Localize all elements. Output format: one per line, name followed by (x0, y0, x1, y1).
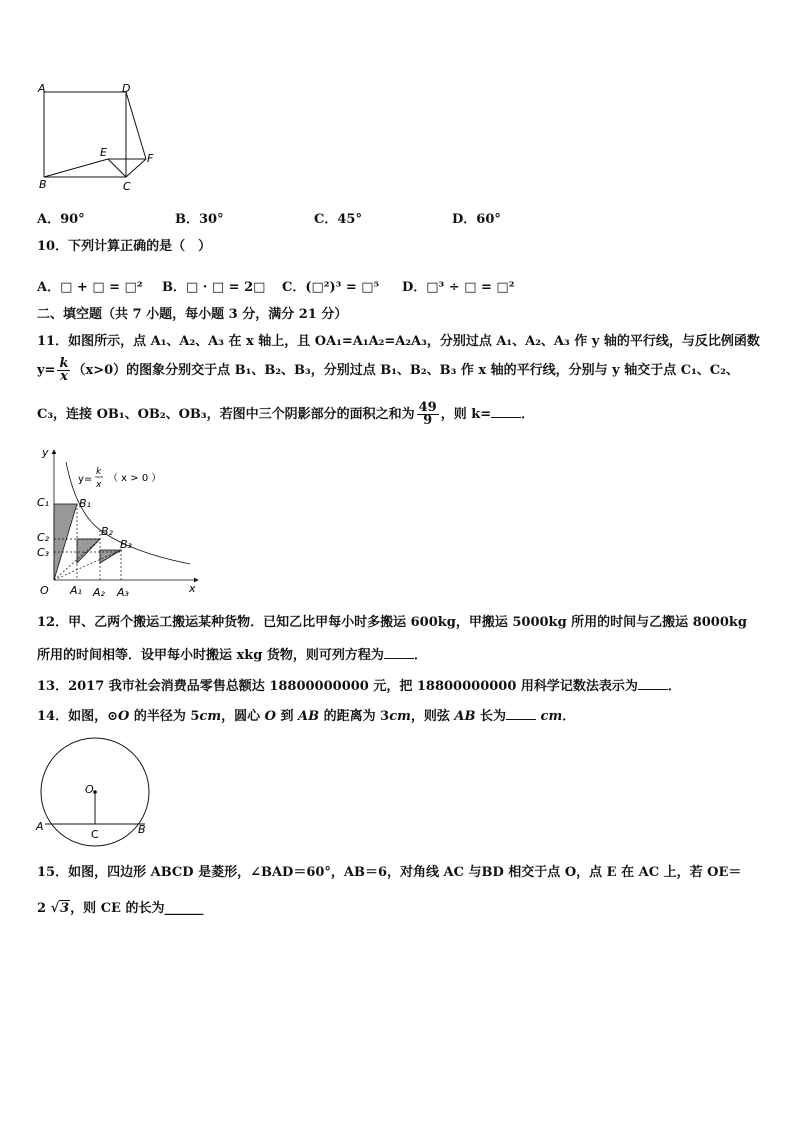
q14-label-b: B (138, 823, 146, 836)
q14-text-3: ，圆心 (221, 709, 265, 724)
q11-func-x: x (96, 480, 102, 490)
q11-answer-blank[interactable] (491, 405, 521, 418)
q13-end: ． (667, 679, 681, 694)
q13-text: 13．2017 我市社会消费品零售总额达 18800000000 元，把 18800000000 用科学记数法表示为 (37, 679, 638, 694)
q12-line2-text: 所用的时间相等．设甲每小时搬运 xkg 货物，则可列方程为 (37, 648, 384, 663)
q12-line2 (37, 646, 427, 665)
q11-k-eq: ，则 k= (440, 407, 492, 422)
q14-center-point (93, 790, 97, 794)
q14-ab-2: AB (454, 709, 476, 724)
q9-option-c[interactable]: C．45° (314, 212, 362, 227)
q15-answer-blank[interactable]: ______ (164, 901, 204, 916)
q11-area-num: 49 (418, 400, 437, 415)
q10-option-d[interactable]: D．□³ ÷ □ = □² (402, 280, 515, 295)
q11-axis-x: x (189, 582, 196, 595)
q14-text-5: 的距离为 3 (319, 709, 390, 724)
q14-line (37, 707, 575, 726)
q11-area-den: 9 (423, 413, 433, 428)
q11-shaded-2 (77, 539, 100, 563)
q12-end: ． (413, 648, 427, 663)
q11-line1: 11．如图所示，点 A₁、A₂、A₃ 在 x 轴上，且 OA₁=A₁A₂=A₂A₃，分别过点 A₁、A₂、A₃ 作 y 轴的平行线，与反比例函数 (37, 334, 760, 349)
q11-line2 (37, 358, 739, 384)
q14-label-o: O (85, 783, 94, 796)
q12-answer-blank[interactable] (384, 646, 414, 659)
q14-text-2: 的半径为 5 (129, 709, 200, 724)
q14-text-4: 到 (275, 709, 299, 724)
q9-label-f: F (147, 152, 154, 165)
q14-label-c: C (91, 828, 99, 841)
q15-radicand: 3 (60, 901, 70, 916)
q11-label-c1: C₁ (37, 496, 50, 509)
q13-line (37, 677, 681, 696)
q15-line2-text: ，则 CE 的长为 (70, 901, 165, 916)
q14-end: ． (562, 709, 576, 724)
q13-answer-blank[interactable] (638, 677, 668, 690)
q11-label-b2: B₂ (101, 525, 113, 538)
q14-cm-1: cm (199, 709, 222, 724)
q11-label-a1: A₁ (70, 584, 82, 597)
q14-cm-3: cm (540, 709, 563, 724)
q11-label-o: O (40, 584, 49, 597)
q11-shaded-1 (54, 504, 77, 580)
q11-k: k (59, 356, 69, 371)
q11-label-b1: B₁ (79, 497, 91, 510)
q9-label-e: E (100, 146, 107, 159)
q11-y-eq: y= (37, 363, 56, 378)
q9-label-a: A (38, 82, 46, 95)
q9-option-d[interactable]: D．60° (452, 212, 501, 227)
q11-axis-y: y (42, 446, 49, 459)
q14-figure (33, 737, 153, 849)
q10-stem: 10．下列计算正确的是（ ） (37, 239, 212, 254)
q11-line2-text: （x>0）的图象分别交于点 B₁、B₂、B₃，分别过点 B₁、B₂、B₃ 作 x 轴的平行线，分别与 y 轴交于点 C₁、C₂、 (72, 363, 739, 378)
q12-line1: 12．甲、乙两个搬运工搬运某种货物．已知乙比甲每小时多搬运 600kg，甲搬运 5000kg 所用的时间与乙搬运 8000kg (37, 615, 747, 630)
q11-func-cond: （ x > 0 ） (108, 473, 162, 484)
q15-coef: 2 (37, 901, 47, 916)
q15-line1: 15．如图，四边形 ABCD 是菱形，∠BAD＝60°，AB＝6，对角线 AC 与BD 相交于点 O，点 E 在 AC 上，若 OE＝ (37, 865, 742, 880)
q10-option-c[interactable]: C．(□²)³ = □⁵ (282, 280, 380, 295)
q11-line3-text: C₃，连接 OB₁、OB₂、OB₃，若图中三个阴影部分的面积之和为 (37, 407, 415, 422)
q11-label-c3: C₃ (37, 546, 50, 559)
q11-label-a3: A₃ (117, 586, 129, 599)
q11-end: ． (521, 407, 535, 422)
q11-func-label: y= (78, 474, 93, 485)
q11-line3 (37, 400, 534, 430)
q10-option-a[interactable]: A．□ + □ = □² (37, 280, 143, 295)
q11-label-c2: C₂ (37, 531, 50, 544)
q15-line2: 2 √3，则 CE 的长为______ (37, 901, 204, 916)
q14-answer-blank[interactable] (506, 707, 536, 720)
section-title: 二、填空题（共 7 小题，每小题 3 分，满分 21 分） (37, 307, 348, 322)
q14-o-2: O (264, 709, 276, 724)
q14-label-a: A (36, 820, 44, 833)
q11-label-b3: B₃ (120, 538, 132, 551)
q14-cm-2: cm (389, 709, 411, 724)
q11-area-fraction (417, 402, 439, 427)
q9-option-a[interactable]: A．90° (37, 212, 85, 227)
q9-option-b[interactable]: B．30° (175, 212, 224, 227)
q9-label-b: B (39, 178, 47, 191)
q9-figure (36, 82, 166, 194)
q14-text-6: ，则弦 (410, 709, 455, 724)
q10-option-b[interactable]: B．□ · □ = 2□ (162, 280, 266, 295)
q11-fraction-kx (57, 358, 70, 383)
q14-text-7: 长为 (475, 709, 507, 724)
q11-label-a2: A₂ (93, 586, 105, 599)
q9-label-c: C (123, 180, 131, 193)
q9-label-d: D (122, 82, 131, 95)
q11-func-k: k (96, 467, 102, 477)
q14-o-1: O (117, 709, 130, 724)
q14-ab-1: AB (298, 709, 320, 724)
q11-x: x (60, 369, 68, 384)
q11-figure (30, 442, 205, 602)
q14-text-1: 14．如图，⊙ (37, 709, 118, 724)
